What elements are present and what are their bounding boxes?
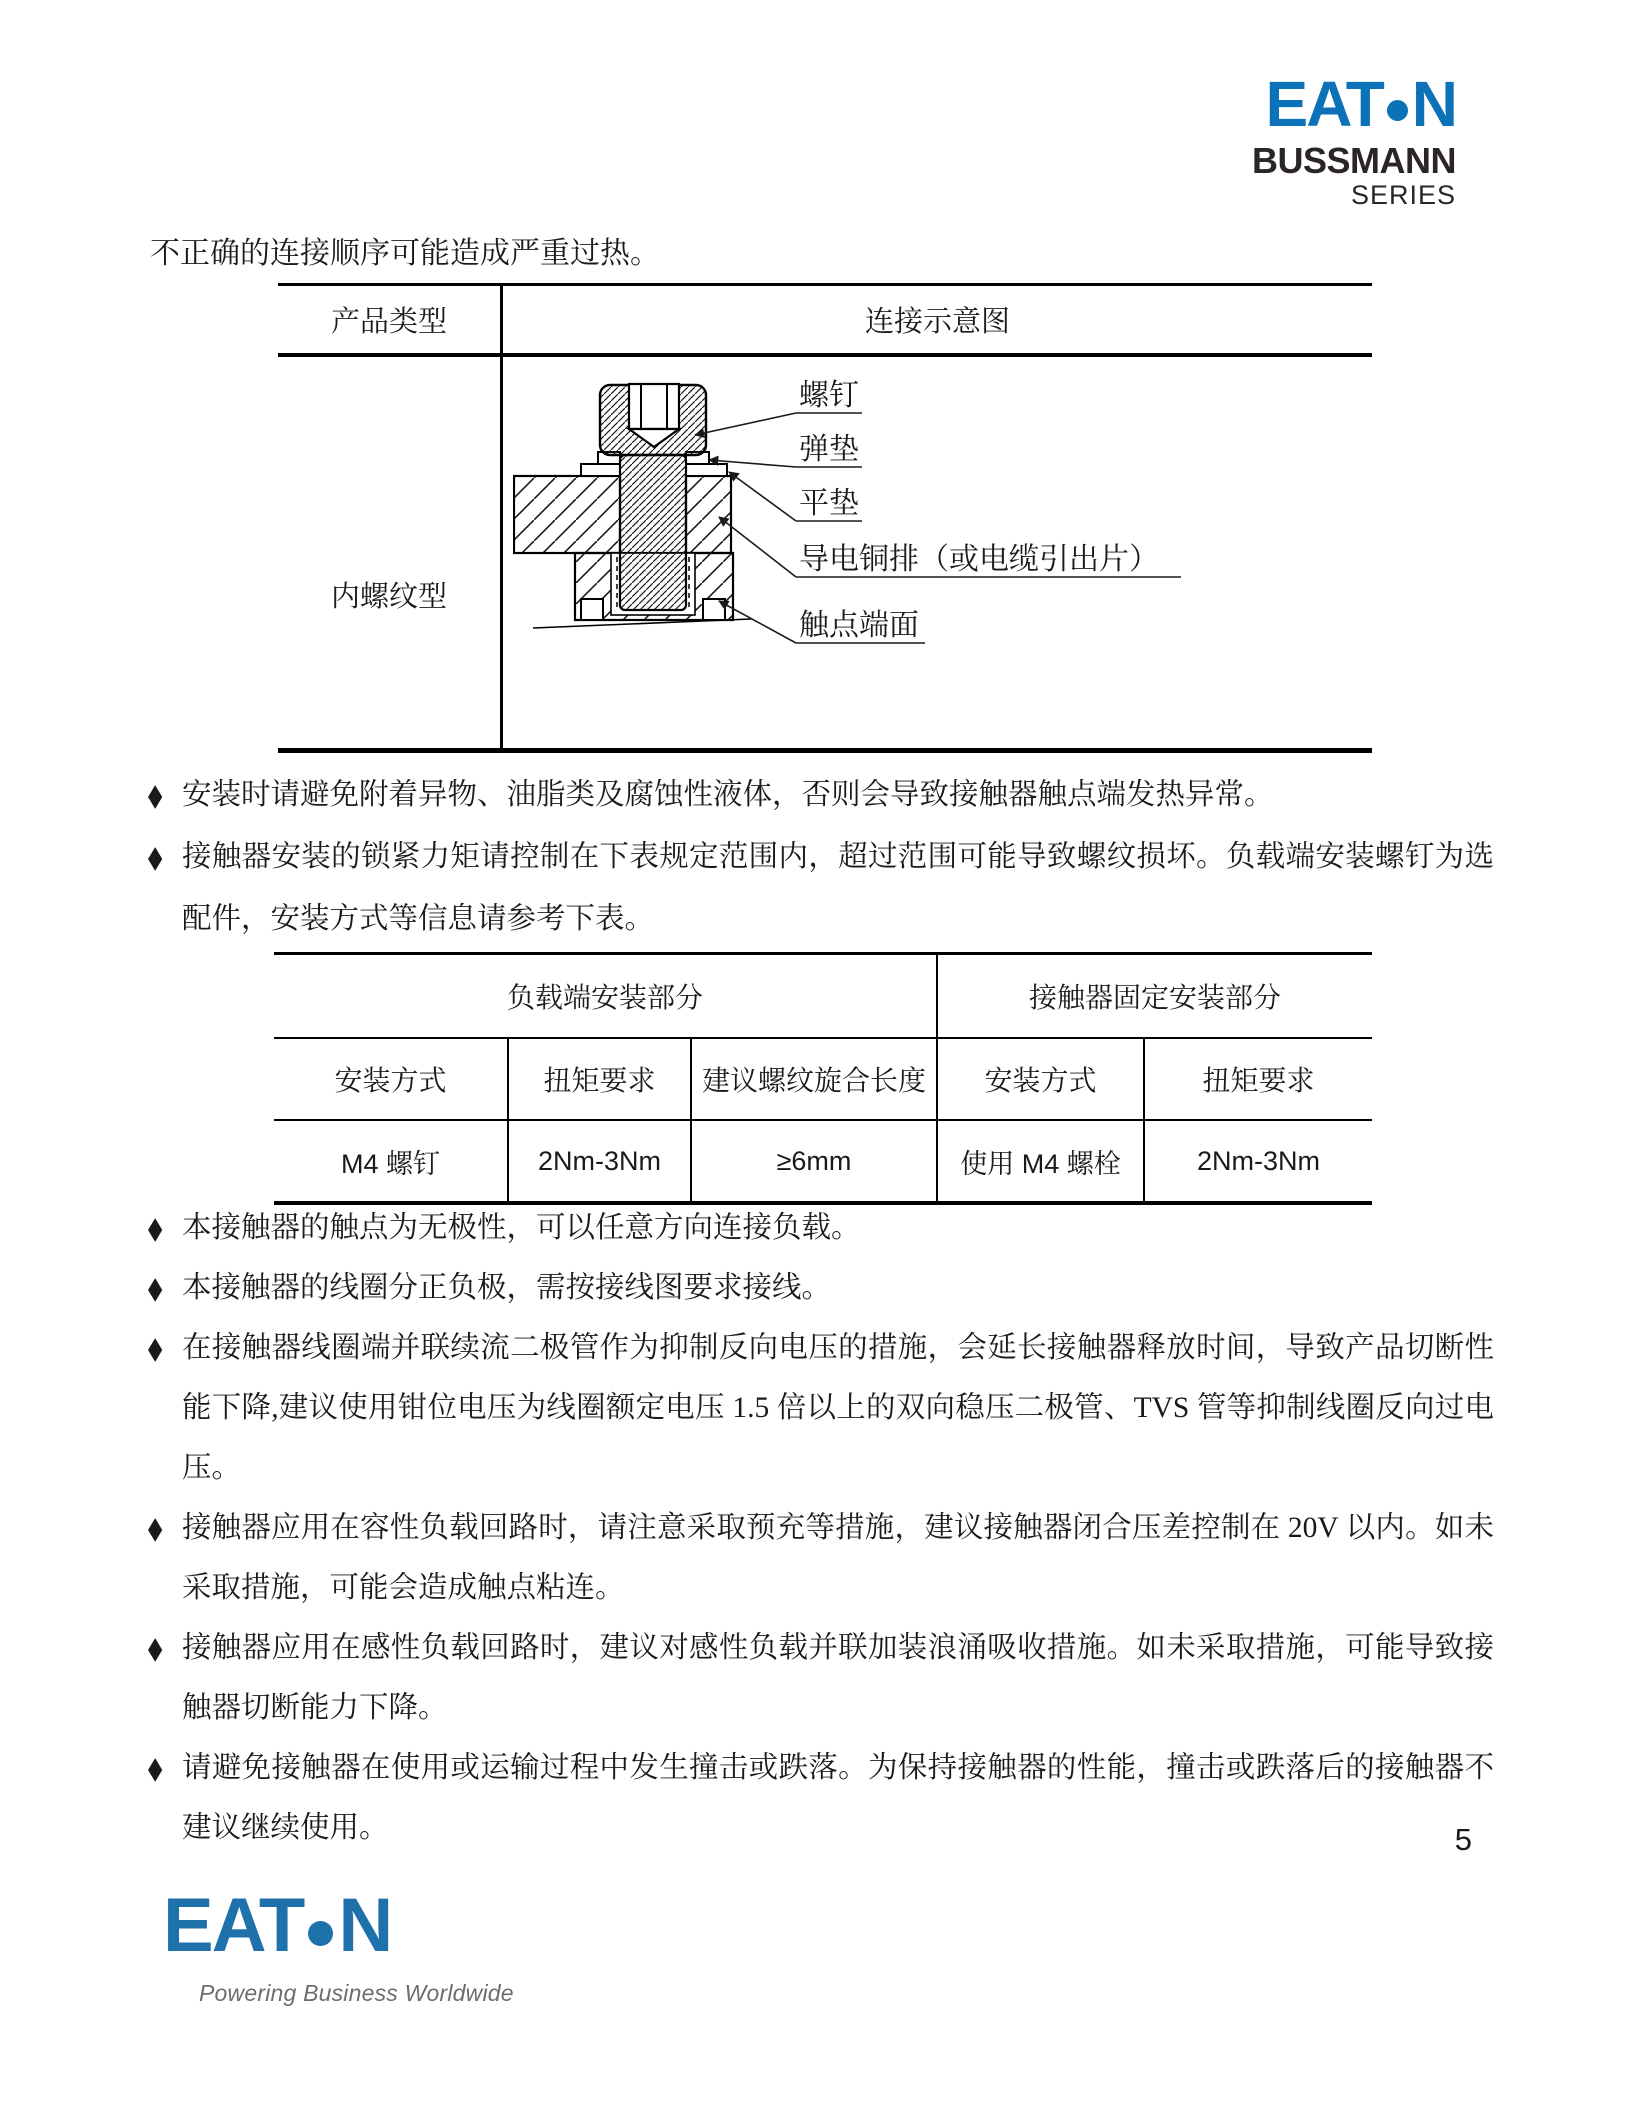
diamond-bullet-icon: ◆ — [148, 777, 163, 812]
footer-brand-block — [163, 1883, 514, 2007]
bullet-text: 接触器应用在容性负载回路时，请注意采取预充等措施，建议接触器闭合压差控制在 20V 以内。如未采取措施，可能会造成触点粘连。 — [182, 1512, 1494, 1604]
data-cell: M4 螺钉 — [274, 1121, 509, 1201]
header-brand-block — [1251, 68, 1456, 210]
list-item — [148, 826, 1494, 950]
diagram-label-contact-face: 触点端面 — [799, 609, 919, 642]
product-type-label: 内螺纹型 — [330, 581, 447, 613]
eaton-logo — [1265, 68, 1456, 140]
footer-tagline: Powering Business Worldwide — [199, 1980, 514, 2006]
diagram-label-spring-washer: 弹垫 — [799, 433, 859, 466]
diamond-bullet-icon: ◆ — [148, 1330, 163, 1365]
data-cell: 2Nm-3Nm — [509, 1121, 692, 1201]
col-header: 建议螺纹旋合长度 — [692, 1039, 938, 1119]
screw-socket — [629, 384, 679, 429]
brand-series: SERIES — [1350, 180, 1456, 210]
list-item — [148, 1618, 1494, 1738]
torque-table-header-row — [274, 1039, 1372, 1121]
col-header-product-type: 产品类型 — [278, 286, 503, 353]
data-cell: 2Nm-3Nm — [1196, 1145, 1320, 1176]
brand-bussmann: BUSSMANN — [1251, 140, 1456, 181]
group-header-fixing-side: 接触器固定安装部分 — [1028, 983, 1281, 1014]
bullet-list-bottom — [148, 1198, 1494, 1858]
cell-product-type — [278, 357, 503, 748]
screw-shank — [620, 455, 686, 610]
group-header-load-side: 负载端安装部分 — [274, 955, 938, 1037]
eaton-logo-text-left: EAT — [163, 1883, 304, 1968]
diagram-label-screw: 螺钉 — [799, 379, 859, 412]
eaton-logo-dot-icon — [1387, 100, 1408, 121]
eaton-logo-text-right: N — [338, 1883, 392, 1968]
eaton-logo-dot-icon — [308, 1921, 333, 1946]
diamond-bullet-icon: ◆ — [148, 1510, 163, 1545]
screw-assembly-diagram — [513, 373, 1373, 685]
diamond-bullet-icon: ◆ — [148, 1630, 163, 1665]
bullet-text: 接触器应用在感性负载回路时，建议对感性负载并联加装浪涌吸收措施。如未采取措施，可能导致接触器切断能力下降。 — [182, 1632, 1494, 1724]
eaton-logo-text-right: N — [1411, 68, 1456, 140]
cell-diagram — [503, 357, 1372, 748]
connection-table-body-row — [278, 357, 1372, 748]
list-item — [148, 1258, 1494, 1318]
torque-table-group-row — [274, 955, 1372, 1039]
connection-table-header-row — [278, 286, 1372, 357]
bullet-text: 安装时请避免附着异物、油脂类及腐蚀性液体，否则会导致接触器触点端发热异常。 — [182, 779, 1274, 811]
torque-table — [274, 952, 1372, 1205]
diagram-label-busbar: 导电铜排（或电缆引出片） — [799, 543, 1159, 576]
busbar-left — [514, 476, 620, 553]
diamond-bullet-icon: ◆ — [148, 1210, 163, 1245]
data-cell: ≥6mm — [692, 1121, 938, 1201]
connection-table — [278, 283, 1372, 753]
col-header: 扭矩要求 — [1202, 1066, 1315, 1097]
page-number: 5 — [1454, 1822, 1472, 1857]
col-header: 扭矩要求 — [509, 1039, 692, 1119]
bullet-list-top — [148, 764, 1494, 950]
bullet-text: 在接触器线圈端并联续流二极管作为抑制反向电压的措施，会延长接触器释放时间，导致产品切断性能下降,建议使用钳位电压为线圈额定电压 1.5 倍以上的双向稳压二极管、TVS 管等抑制线圈反向过电压。 — [182, 1332, 1494, 1484]
busbar-right — [686, 476, 731, 553]
bullet-text: 请避免接触器在使用或运输过程中发生撞击或跌落。为保持接触器的性能，撞击或跌落后的接触器不建议继续使用。 — [182, 1752, 1494, 1844]
col-header: 安装方式 — [274, 1039, 509, 1119]
list-item — [148, 1738, 1494, 1858]
flat-washer-right — [686, 464, 727, 476]
contact-notch-left — [581, 599, 603, 620]
intro-text: 不正确的连接顺序可能造成严重过热。 — [150, 237, 660, 270]
col-header-connection-diagram: 连接示意图 — [864, 306, 1010, 338]
torque-table-data-row — [274, 1121, 1372, 1201]
col-header: 安装方式 — [938, 1039, 1145, 1119]
bullet-text: 本接触器的线圈分正负极，需按接线图要求接线。 — [182, 1272, 832, 1304]
diagram-label-flat-washer: 平垫 — [799, 487, 859, 520]
diamond-bullet-icon: ◆ — [148, 1270, 163, 1305]
diamond-bullet-icon: ◆ — [148, 1750, 163, 1785]
bullet-text: 本接触器的触点为无极性，可以任意方向连接负载。 — [182, 1212, 861, 1244]
data-cell: 使用 M4 螺栓 — [938, 1121, 1145, 1201]
bullet-text: 接触器安装的锁紧力矩请控制在下表规定范围内，超过范围可能导致螺纹损坏。负载端安装螺钉为选配件，安装方式等信息请参考下表。 — [182, 841, 1494, 935]
list-item — [148, 764, 1494, 826]
eaton-footer-logo — [163, 1883, 514, 1968]
list-item — [148, 1198, 1494, 1258]
list-item — [148, 1318, 1494, 1498]
flat-washer-left — [581, 464, 620, 476]
eaton-logo-text-left: EAT — [1265, 68, 1383, 140]
diamond-bullet-icon: ◆ — [148, 839, 163, 874]
list-item — [148, 1498, 1494, 1618]
